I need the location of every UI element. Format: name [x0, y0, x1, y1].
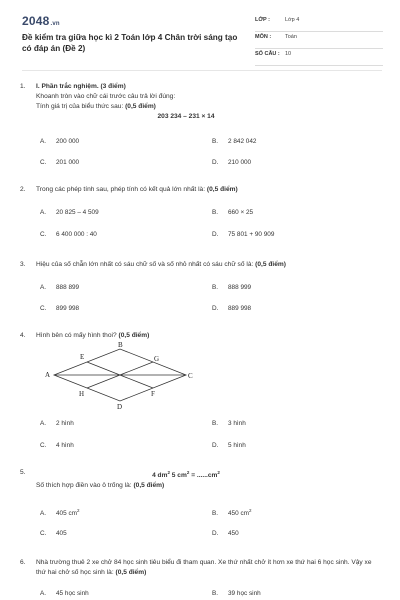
- option-text: 450 cm: [228, 510, 249, 518]
- option-letter: B.: [212, 209, 219, 216]
- option-letter: D.: [212, 231, 219, 238]
- label-e: E: [80, 353, 85, 361]
- question-prompt: [36, 481, 381, 491]
- option-text: 6 400 000 : 40: [56, 231, 97, 238]
- option-letter: D.: [212, 442, 219, 449]
- option-letter: B.: [212, 510, 219, 518]
- rhombus-diagram: [40, 340, 210, 410]
- prompt-text: Số thích hợp điền vào ô trống là:: [36, 482, 132, 490]
- points-label: (0,5 điểm): [118, 332, 150, 339]
- meta-key: LỚP :: [255, 17, 270, 23]
- question-number: 1.: [20, 83, 26, 90]
- option-text: 4 hình: [56, 442, 74, 449]
- points-label: (0,5 điểm): [255, 261, 286, 268]
- option-a[interactable]: [40, 209, 99, 216]
- meta-row-subject: [255, 32, 383, 49]
- superscript: 2: [217, 470, 220, 475]
- option-text: 405: [56, 530, 67, 537]
- option-text: 450: [228, 530, 239, 537]
- points-label: (0,5 điểm): [115, 569, 147, 576]
- label-b: B: [118, 341, 123, 349]
- meta-key: SỐ CÂU :: [255, 51, 280, 57]
- option-letter: A.: [40, 590, 47, 597]
- superscript: 2: [248, 508, 252, 513]
- superscript: 2: [167, 470, 170, 475]
- label-f: F: [151, 390, 155, 398]
- option-letter: C.: [40, 530, 47, 537]
- exam-meta: [255, 15, 383, 66]
- option-letter: A.: [40, 209, 47, 216]
- option-a[interactable]: [40, 284, 79, 291]
- prompt-text: Hiệu của số chẵn lớn nhất có sáu chữ số và số nhỏ nhất có sáu chữ số là:: [36, 261, 254, 268]
- option-text: 201 000: [56, 159, 80, 166]
- logo-sub: .vn: [50, 21, 60, 27]
- prompt-text: Tính giá trị của biểu thức sau:: [36, 103, 124, 110]
- prompt-text: Nhà trường thuê 2 xe chở 84 học sinh tiêu biểu đi tham quan. Xe thứ nhất chở ít hơn xe thứ hai 6 học sinh. Vậy xe thứ hai chở số học sinh là:: [36, 559, 372, 576]
- option-text: 45 học sinh: [56, 590, 89, 597]
- option-d[interactable]: [212, 530, 239, 537]
- option-text: 5 hình: [228, 442, 246, 449]
- question-prompt: [36, 102, 381, 112]
- meta-value: Lớp 4: [285, 17, 300, 23]
- option-b[interactable]: [212, 209, 253, 216]
- instruction-text: Khoanh tròn vào chữ cái trước câu trả lời đúng:: [36, 93, 176, 100]
- prompt-text: Hình bên có mấy hình thoi?: [36, 332, 117, 339]
- option-a[interactable]: [40, 508, 79, 517]
- page-title: Đề kiểm tra giữa học kì 2 Toán lớp 4 Chân trời sáng tạo có đáp án (Đề 2): [22, 33, 238, 53]
- option-letter: D.: [212, 159, 219, 166]
- option-text: 2 842 042: [228, 138, 257, 145]
- option-text: 20 825 – 4 509: [56, 209, 99, 216]
- meta-value: Toán: [285, 34, 297, 40]
- option-letter: D.: [212, 305, 219, 312]
- option-text: 899 998: [56, 305, 80, 312]
- question-number: 6.: [20, 559, 26, 566]
- option-letter: A.: [40, 510, 47, 518]
- expr-part: 5 cm: [169, 472, 187, 480]
- option-b[interactable]: [212, 590, 261, 597]
- question-number: 5.: [20, 469, 26, 476]
- option-text: 660 × 25: [228, 209, 254, 216]
- option-c[interactable]: [40, 231, 97, 238]
- option-letter: B.: [212, 420, 219, 427]
- option-d[interactable]: [212, 305, 251, 312]
- label-d: D: [117, 403, 123, 410]
- expression: 203 234 – 231 × 14: [157, 113, 215, 120]
- option-b[interactable]: [212, 420, 246, 427]
- expr-part: 4 dm: [152, 472, 168, 480]
- meta-row-count: [255, 49, 383, 66]
- label-g: G: [154, 355, 160, 363]
- option-letter: A.: [40, 284, 47, 291]
- question-number: 4.: [20, 332, 26, 339]
- option-c[interactable]: [40, 159, 79, 166]
- option-letter: C.: [40, 305, 47, 312]
- option-text: 888 899: [56, 284, 80, 291]
- meta-row-class: [255, 15, 383, 32]
- points-label: (0,5 điểm): [125, 103, 156, 110]
- section-heading: I. Phần trắc nghiệm. (3 điểm): [36, 83, 126, 90]
- option-letter: C.: [40, 159, 47, 166]
- option-text: 2 hình: [56, 420, 74, 427]
- superscript: 2: [186, 470, 190, 475]
- superscript: 2: [76, 508, 80, 513]
- option-text: 888 999: [228, 284, 252, 291]
- option-text: 200 000: [56, 138, 80, 145]
- option-text: 210 000: [228, 159, 252, 166]
- option-d[interactable]: [212, 159, 251, 166]
- option-text: 3 hình: [228, 420, 246, 427]
- option-text: 75 801 + 90 909: [228, 231, 275, 238]
- rhombus-figure: [40, 340, 210, 410]
- option-letter: D.: [212, 530, 219, 537]
- question-number: 2.: [20, 186, 26, 193]
- logo-main: 2048: [22, 14, 50, 28]
- meta-key: MÔN :: [255, 34, 272, 40]
- option-text: 39 học sinh: [228, 590, 261, 597]
- option-letter: B.: [212, 284, 219, 291]
- question-number: 3.: [20, 261, 26, 268]
- option-letter: C.: [40, 442, 47, 449]
- option-a[interactable]: [40, 420, 74, 427]
- option-d[interactable]: [212, 442, 246, 449]
- site-logo[interactable]: [22, 14, 60, 28]
- option-d[interactable]: [212, 231, 274, 238]
- option-text: 889 998: [228, 305, 252, 312]
- option-b[interactable]: [212, 138, 256, 145]
- option-letter: B.: [212, 138, 219, 145]
- header-divider: [22, 70, 382, 71]
- option-text: 405 cm: [56, 510, 77, 518]
- option-c[interactable]: [40, 442, 74, 449]
- option-c[interactable]: [40, 305, 79, 312]
- prompt-text: Trong các phép tính sau, phép tính có kết quả lớn nhất là:: [36, 186, 206, 193]
- expression: [36, 468, 336, 481]
- option-letter: A.: [40, 138, 47, 145]
- expr-part: = ......cm: [189, 472, 218, 480]
- option-a[interactable]: [40, 138, 79, 145]
- label-c: C: [188, 372, 193, 380]
- option-b[interactable]: [212, 284, 251, 291]
- label-h: H: [79, 390, 85, 398]
- points-label: (0,5 điểm): [133, 482, 165, 490]
- label-a: A: [45, 371, 51, 379]
- option-letter: A.: [40, 420, 47, 427]
- option-c[interactable]: [40, 530, 67, 537]
- points-label: (0,5 điểm): [206, 186, 238, 193]
- option-b[interactable]: [212, 508, 251, 517]
- option-letter: B.: [212, 590, 219, 597]
- meta-value: 10: [285, 51, 292, 57]
- option-a[interactable]: [40, 590, 89, 597]
- option-letter: C.: [40, 231, 47, 238]
